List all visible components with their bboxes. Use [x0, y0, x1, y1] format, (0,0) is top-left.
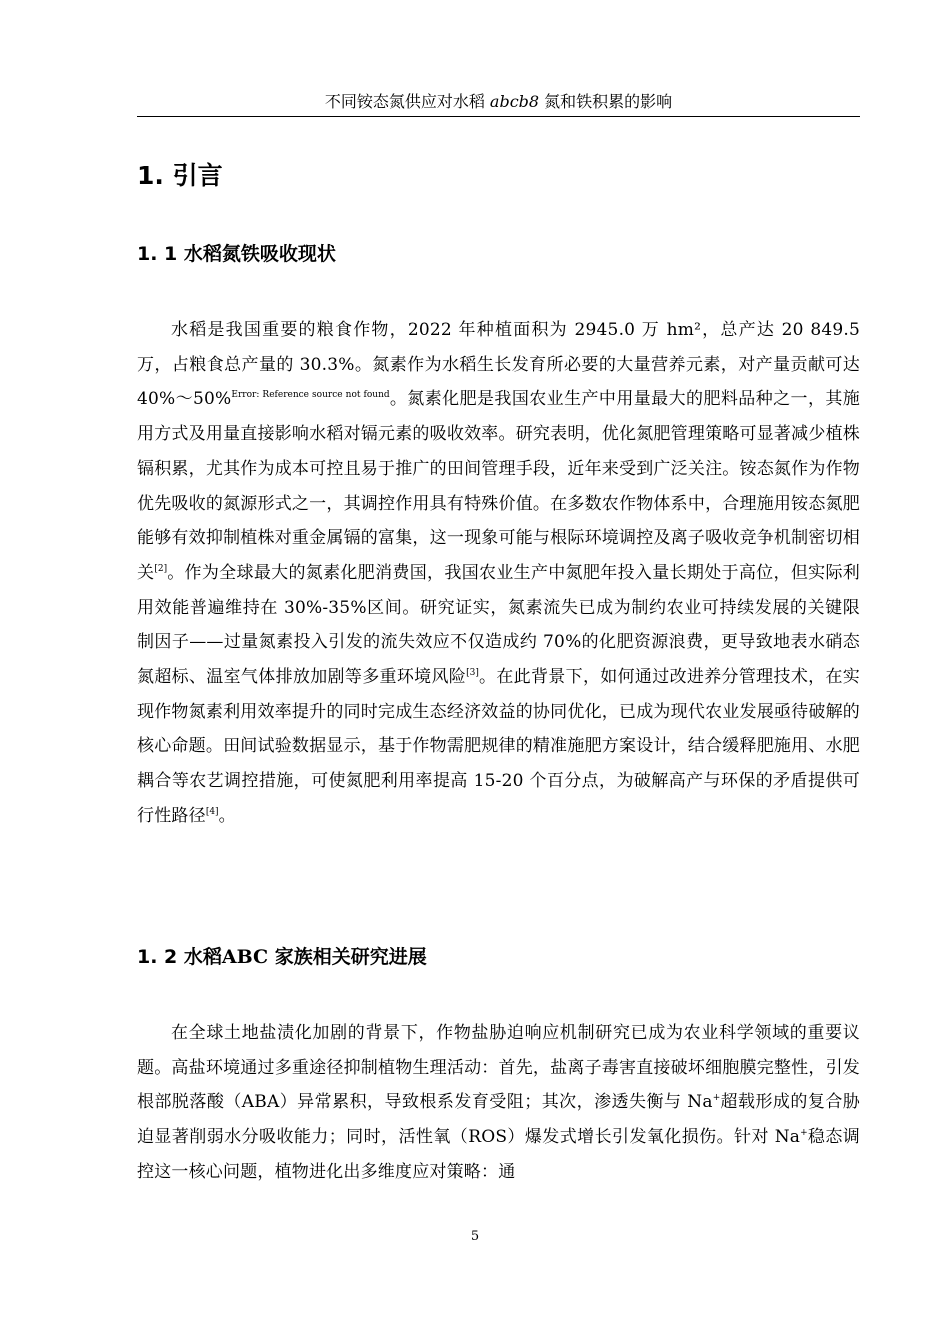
section-heading-1-2 — [137, 943, 427, 971]
superscript-plus: + — [712, 1093, 721, 1104]
header-title-part2: 氮和铁积累的影响 — [539, 92, 673, 111]
paragraph-text: 超载形成的复合胁迫显著削弱水分吸收能力；同时，活性氧（ROS）爆发式增长引发氧化损伤。针对 Na — [137, 1092, 860, 1148]
section-heading-1-1: 1. 1 水稻氮铁吸收现状 — [137, 243, 336, 265]
paragraph-text: 。作为全球最大的氮素化肥消费国，我国农业生产中氮肥年投入量长期处于高位，但实际利用效能普遍维持在 30%-35%区间。研究证实，氮素流失已成为制约农业可持续发展的关键限制因子——过量氮素投入引发的流失效应不仅造成约 70%的化肥资源浪费，更导致地表水硝态氮超标、温室气体排放加剧等多重环境风险 — [137, 562, 860, 688]
paragraph-text: 稳态调控这一核心问题，植物进化出多维度应对策略：通 — [137, 1127, 860, 1182]
heading-part: 家族相关研究进展 — [268, 946, 427, 968]
paragraph-text: 水稻是我国重要的粮食作物，2022 年种植面积为 2945.0 万 hm²，总产达 20 849.5 万，占粮食总产量的 30.3%。氮素作为水稻生长发育所必要的大量营养元素，对产量贡献可达 40%～50% — [137, 320, 860, 410]
section-heading-introduction: 1. 引言 — [137, 161, 223, 190]
citation-3[interactable]: [3] — [466, 668, 479, 679]
page-number: 5 — [470, 1229, 480, 1244]
paragraph-text: 在全球土地盐渍化加剧的背景下，作物盐胁迫响应机制研究已成为农业科学领域的重要议题。高盐环境通过多重途径抑制植物生理活动：首先，盐离子毒害直接破坏细胞膜完整性，引发根部脱落酸（ABA）异常累积，导致根系发育受阻；其次，渗透失衡与 Na — [137, 1023, 860, 1113]
paragraph-text: 。氮素化肥是我国农业生产中用量最大的肥料品种之一，其施用方式及用量直接影响水稻对镉元素的吸收效率。研究表明，优化氮肥管理策略可显著减少植株镉积累，尤其作为成本可控且易于推广的田间管理手段，近年来受到广泛关注。铵态氮作为作物优先吸收的氮源形式之一，其调控作用具有特殊价值。在多数农作物体系中，合理施用铵态氮肥能够有效抑制植株对重金属镉的富集，这一现象可能与根际环境调控及离子吸收竞争机制密切相关 — [137, 389, 861, 583]
header-rule — [137, 116, 860, 117]
paragraph-1-2 — [137, 1016, 860, 1190]
paragraph-1-1 — [137, 313, 860, 834]
citation-4[interactable]: [4] — [205, 806, 219, 817]
paragraph-text: 。在此背景下，如何通过改进养分管理技术，在实现作物氮素利用效率提升的同时完成生态经济效益的协同优化，已成为现代农业发展亟待破解的核心命题。田间试验数据显示，基于作物需肥规律的精准施肥方案设计，结合缓释肥施用、水肥耦合等农艺调控措施，可使氮肥利用率提高 15-20 个百分点，为破解高产与环保的矛盾提供可行性路径 — [137, 667, 860, 826]
citation-2[interactable]: [2] — [154, 563, 168, 574]
heading-part: ABC — [221, 946, 269, 968]
superscript-plus: + — [800, 1128, 808, 1139]
heading-part: 1. 2 水稻 — [137, 946, 222, 968]
running-header — [137, 90, 860, 114]
reference-error-note: Error: Reference source not found — [231, 390, 390, 401]
header-gene-name: abcb8 — [489, 92, 540, 111]
paragraph-text: 。 — [218, 805, 236, 826]
header-title-part1: 不同铵态氮供应对水稻 — [324, 92, 490, 111]
